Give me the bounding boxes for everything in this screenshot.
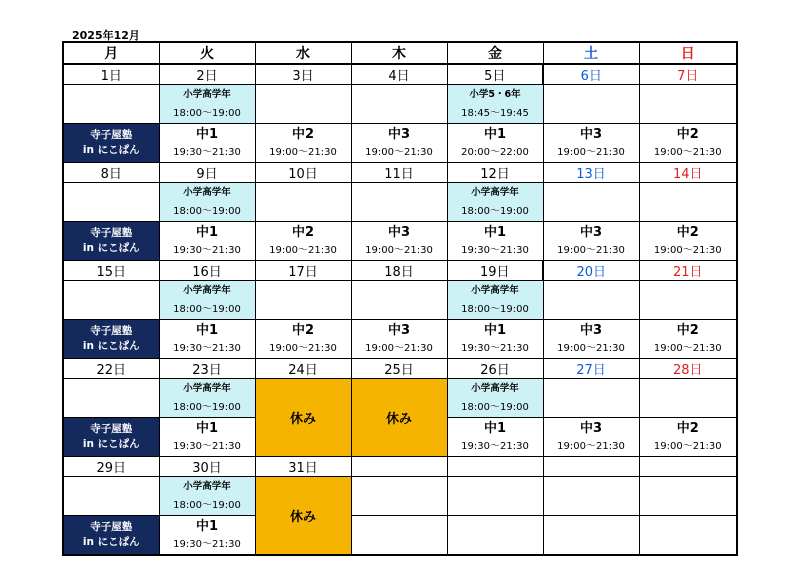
session-time: 19:30～21:30 (173, 440, 241, 452)
grade-label: 中3 (579, 224, 603, 240)
session-label: 小学高学年 (183, 89, 231, 100)
empty-cell (639, 379, 737, 418)
session-time: 18:45～19:45 (461, 108, 529, 119)
session-time: 18:00～19:00 (173, 402, 241, 413)
session-time: 19:00～21:30 (365, 342, 433, 354)
elementary-session (159, 183, 255, 222)
terakoya-label (63, 418, 159, 457)
week-2-date-row (63, 163, 737, 183)
grade-label: 中2 (676, 126, 699, 142)
terakoya-line2: in にこぱん (82, 438, 140, 450)
date-cell: 5日 (447, 64, 543, 85)
empty-cell (639, 516, 737, 556)
terakoya-label (63, 516, 159, 556)
grade-label: 中1 (483, 224, 507, 240)
session-time: 18:00～19:00 (173, 500, 241, 511)
jhs-session (543, 222, 639, 261)
grade-label: 中1 (195, 322, 219, 338)
terakoya-line1: 寺子屋塾 (90, 521, 133, 533)
jhs-session (447, 124, 543, 163)
jhs-session (447, 222, 543, 261)
date-cell: 8日 (63, 163, 159, 183)
date-cell: 30日 (159, 457, 255, 477)
date-cell-saturday: 20日 (543, 261, 639, 281)
week-4-date-row (63, 359, 737, 379)
date-cell: 3日 (255, 64, 351, 85)
empty-cell (639, 477, 737, 516)
date-cell-sunday: 28日 (639, 359, 737, 379)
weekday-fri: 金 (447, 42, 543, 64)
empty-cell (447, 516, 543, 556)
weekday-thu: 木 (351, 42, 447, 64)
session-label: 小学高学年 (471, 187, 519, 198)
session-label: 小学高学年 (471, 383, 519, 394)
date-cell-sunday: 14日 (639, 163, 737, 183)
grade-label: 中1 (195, 126, 219, 142)
terakoya-line1: 寺子屋塾 (90, 227, 133, 239)
session-time: 19:00～21:30 (365, 146, 433, 158)
empty-cell (351, 516, 447, 556)
session-label: 小学高学年 (471, 285, 519, 296)
elementary-session (159, 281, 255, 320)
weekday-mon: 月 (63, 42, 159, 64)
week-3-date-row (63, 261, 737, 281)
empty-cell (351, 183, 447, 222)
empty-cell (63, 183, 159, 222)
week-2-jhs-row (63, 222, 737, 261)
session-time: 19:00～21:30 (557, 342, 625, 354)
elementary-session (159, 379, 255, 418)
date-cell: 29日 (63, 457, 159, 477)
terakoya-line2: in にこぱん (82, 536, 140, 548)
elementary-session (447, 379, 543, 418)
date-cell: 15日 (63, 261, 159, 281)
weekday-sat: 土 (543, 42, 639, 64)
jhs-session (159, 320, 255, 359)
empty-cell (639, 457, 737, 477)
grade-label: 中3 (387, 322, 411, 338)
date-cell: 10日 (255, 163, 351, 183)
session-time: 19:30～21:30 (461, 440, 529, 452)
session-time: 19:30～21:30 (173, 146, 241, 158)
grade-label: 中1 (483, 126, 507, 142)
date-cell: 19日 (447, 261, 543, 281)
session-label: 小学高学年 (183, 285, 231, 296)
grade-label: 中2 (676, 420, 699, 436)
schedule-calendar (62, 41, 738, 556)
weekday-wed: 水 (255, 42, 351, 64)
jhs-session (639, 222, 737, 261)
session-time: 18:00～19:00 (173, 304, 241, 315)
jhs-session (639, 124, 737, 163)
empty-cell (351, 281, 447, 320)
holiday-cell: 休み (255, 379, 351, 457)
date-cell: 12日 (447, 163, 543, 183)
jhs-session (639, 418, 737, 457)
grade-label: 中2 (291, 126, 315, 142)
session-time: 19:00～21:30 (557, 440, 625, 452)
grade-label: 中2 (291, 224, 315, 240)
empty-cell (255, 85, 351, 124)
empty-cell (63, 85, 159, 124)
terakoya-line1: 寺子屋塾 (90, 325, 133, 337)
elementary-session (447, 85, 543, 124)
session-time: 19:00～21:30 (269, 342, 337, 354)
empty-cell (543, 457, 639, 477)
week-5-date-row (63, 457, 737, 477)
week-3-elementary-row (63, 281, 737, 320)
grade-label: 中3 (579, 322, 603, 338)
date-cell: 24日 (255, 359, 351, 379)
session-label: 小学高学年 (183, 187, 231, 198)
date-cell-saturday: 6日 (543, 64, 639, 85)
date-cell: 1日 (63, 64, 159, 85)
empty-cell (351, 477, 447, 516)
jhs-session (447, 320, 543, 359)
grade-label: 中3 (579, 420, 603, 436)
week-1-elementary-row (63, 85, 737, 124)
jhs-session (159, 516, 255, 556)
empty-cell (639, 85, 737, 124)
date-cell-sunday: 7日 (639, 64, 737, 85)
date-cell: 9日 (159, 163, 255, 183)
grade-label: 中2 (291, 322, 315, 338)
session-time: 18:00～19:00 (461, 206, 529, 217)
terakoya-line1: 寺子屋塾 (90, 423, 133, 435)
date-cell: 25日 (351, 359, 447, 379)
empty-cell (63, 477, 159, 516)
empty-cell (255, 183, 351, 222)
session-time: 19:00～21:30 (269, 244, 337, 256)
holiday-cell: 休み (255, 477, 351, 556)
jhs-session (639, 320, 737, 359)
jhs-session (351, 124, 447, 163)
elementary-session (159, 477, 255, 516)
empty-cell (543, 281, 639, 320)
date-cell: 22日 (63, 359, 159, 379)
grade-label: 中3 (387, 224, 411, 240)
session-time: 19:30～21:30 (173, 244, 241, 256)
grade-label: 中1 (195, 420, 219, 436)
week-5-jhs-row (63, 516, 737, 556)
jhs-session (255, 124, 351, 163)
date-cell-sunday: 21日 (639, 261, 737, 281)
session-time: 18:00～19:00 (461, 402, 529, 413)
date-cell: 23日 (159, 359, 255, 379)
session-time: 18:00～19:00 (461, 304, 529, 315)
grade-label: 中1 (483, 322, 507, 338)
weekday-sun: 日 (639, 42, 737, 64)
empty-cell (639, 281, 737, 320)
empty-cell (543, 477, 639, 516)
session-time: 19:00～21:30 (653, 244, 722, 256)
empty-cell (543, 516, 639, 556)
date-cell: 11日 (351, 163, 447, 183)
weekday-tue: 火 (159, 42, 255, 64)
terakoya-label (63, 124, 159, 163)
calendar-title: 2025年12月 (72, 29, 140, 42)
elementary-session (447, 183, 543, 222)
empty-cell (351, 457, 447, 477)
session-time: 19:00～21:30 (653, 342, 722, 354)
date-cell: 26日 (447, 359, 543, 379)
date-cell-saturday: 13日 (543, 163, 639, 183)
jhs-session (351, 320, 447, 359)
jhs-session (159, 124, 255, 163)
empty-cell (543, 379, 639, 418)
session-time: 19:30～21:30 (173, 538, 241, 550)
session-time: 19:00～21:30 (269, 146, 337, 158)
session-label: 小学高学年 (183, 383, 231, 394)
grade-label: 中1 (483, 420, 507, 436)
week-5-elementary-row (63, 477, 737, 516)
week-4-elementary-row (63, 379, 737, 418)
empty-cell (447, 457, 543, 477)
jhs-session (543, 418, 639, 457)
week-1-date-row (63, 64, 737, 85)
jhs-session (255, 222, 351, 261)
session-time: 19:30～21:30 (173, 342, 241, 354)
session-time: 19:00～21:30 (557, 146, 625, 158)
session-time: 20:00～22:00 (461, 146, 529, 158)
grade-label: 中2 (676, 224, 699, 240)
date-cell: 18日 (351, 261, 447, 281)
week-2-elementary-row (63, 183, 737, 222)
elementary-session (447, 281, 543, 320)
terakoya-label (63, 222, 159, 261)
grade-label: 中1 (195, 518, 219, 534)
session-label: 小学高学年 (183, 481, 231, 492)
grade-label: 中3 (387, 126, 411, 142)
empty-cell (543, 85, 639, 124)
elementary-session (159, 85, 255, 124)
date-cell: 4日 (351, 64, 447, 85)
empty-cell (351, 85, 447, 124)
terakoya-line2: in にこぱん (82, 340, 140, 352)
jhs-session (159, 222, 255, 261)
session-time: 19:00～21:30 (653, 440, 722, 452)
grade-label: 中1 (195, 224, 219, 240)
weekday-header-row (63, 42, 737, 64)
grade-label: 中3 (579, 126, 603, 142)
jhs-session (351, 222, 447, 261)
empty-cell (63, 281, 159, 320)
jhs-session (255, 320, 351, 359)
session-time: 18:00～19:00 (173, 108, 241, 119)
jhs-session (447, 418, 543, 457)
date-cell: 17日 (255, 261, 351, 281)
session-time: 19:30～21:30 (461, 244, 529, 256)
week-3-jhs-row (63, 320, 737, 359)
empty-cell (639, 183, 737, 222)
date-cell-saturday: 27日 (543, 359, 639, 379)
empty-cell (543, 183, 639, 222)
session-time: 19:30～21:30 (461, 342, 529, 354)
jhs-session (543, 124, 639, 163)
jhs-session (543, 320, 639, 359)
empty-cell (255, 281, 351, 320)
session-time: 19:00～21:30 (653, 146, 722, 158)
week-1-jhs-row (63, 124, 737, 163)
terakoya-label (63, 320, 159, 359)
session-label: 小学5・6年 (469, 89, 521, 100)
grade-label: 中2 (676, 322, 699, 338)
date-cell: 31日 (255, 457, 351, 477)
date-cell: 16日 (159, 261, 255, 281)
session-time: 18:00～19:00 (173, 206, 241, 217)
jhs-session (159, 418, 255, 457)
terakoya-line2: in にこぱん (82, 144, 140, 156)
terakoya-line1: 寺子屋塾 (90, 129, 133, 141)
empty-cell (447, 477, 543, 516)
empty-cell (63, 379, 159, 418)
terakoya-line2: in にこぱん (82, 242, 140, 254)
session-time: 19:00～21:30 (365, 244, 433, 256)
date-cell: 2日 (159, 64, 255, 85)
session-time: 19:00～21:30 (557, 244, 625, 256)
holiday-cell: 休み (351, 379, 447, 457)
